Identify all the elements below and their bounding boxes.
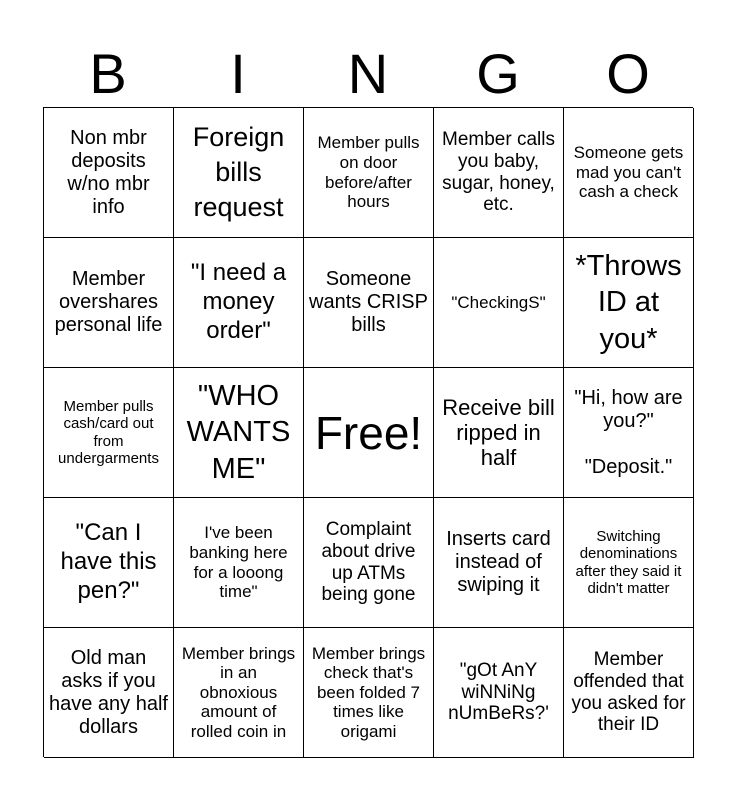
bingo-cell-b5[interactable]: Old man asks if you have any half dollars xyxy=(44,628,174,758)
bingo-header xyxy=(43,40,693,108)
bingo-cell-n4[interactable]: Complaint about drive up ATMs being gone xyxy=(304,498,434,628)
bingo-cell-o3[interactable]: "Hi, how are you?" "Deposit." xyxy=(564,368,694,498)
bingo-cell-n2[interactable]: Someone wants CRISP bills xyxy=(304,238,434,368)
bingo-cell-n1[interactable]: Member pulls on door before/after hours xyxy=(304,108,434,238)
bingo-cell-i4[interactable]: I've been banking here for a looong time" xyxy=(174,498,304,628)
bingo-cell-o1[interactable]: Someone gets mad you can't cash a check xyxy=(564,108,694,238)
bingo-cell-g4[interactable]: Inserts card instead of swiping it xyxy=(434,498,564,628)
bingo-cell-n5[interactable]: Member brings check that's been folded 7 times like origami xyxy=(304,628,434,758)
header-letter-g: G xyxy=(476,42,520,105)
header-letter-o: O xyxy=(606,42,650,105)
bingo-cell-g1[interactable]: Member calls you baby, sugar, honey, etc. xyxy=(434,108,564,238)
bingo-card-grid xyxy=(43,107,693,757)
bingo-cell-b3[interactable]: Member pulls cash/card out from undergarments xyxy=(44,368,174,498)
bingo-cell-i2[interactable]: "I need a money order" xyxy=(174,238,304,368)
bingo-cell-b4[interactable]: "Can I have this pen?" xyxy=(44,498,174,628)
bingo-cell-i1[interactable]: Foreign bills request xyxy=(174,108,304,238)
bingo-cell-g3[interactable]: Receive bill ripped in half xyxy=(434,368,564,498)
bingo-cell-b1[interactable]: Non mbr deposits w/no mbr info xyxy=(44,108,174,238)
bingo-cell-o2[interactable]: *Throws ID at you* xyxy=(564,238,694,368)
bingo-cell-b2[interactable]: Member overshares personal life xyxy=(44,238,174,368)
header-letter-n: N xyxy=(347,42,389,105)
bingo-cell-o5[interactable]: Member offended that you asked for their ID xyxy=(564,628,694,758)
bingo-cell-g2[interactable]: "CheckingS" xyxy=(434,238,564,368)
bingo-cell-i3[interactable]: "WHO WANTS ME" xyxy=(174,368,304,498)
header-letter-b: B xyxy=(89,42,127,105)
bingo-cell-i5[interactable]: Member brings in an obnoxious amount of rolled coin in xyxy=(174,628,304,758)
free-space[interactable]: Free! xyxy=(304,368,434,498)
bingo-cell-o4[interactable]: Switching denominations after they said it didn't matter xyxy=(564,498,694,628)
header-letter-i: I xyxy=(230,42,246,105)
bingo-cell-g5[interactable]: "gOt AnY wiNNiNg nUmBeRs?' xyxy=(434,628,564,758)
